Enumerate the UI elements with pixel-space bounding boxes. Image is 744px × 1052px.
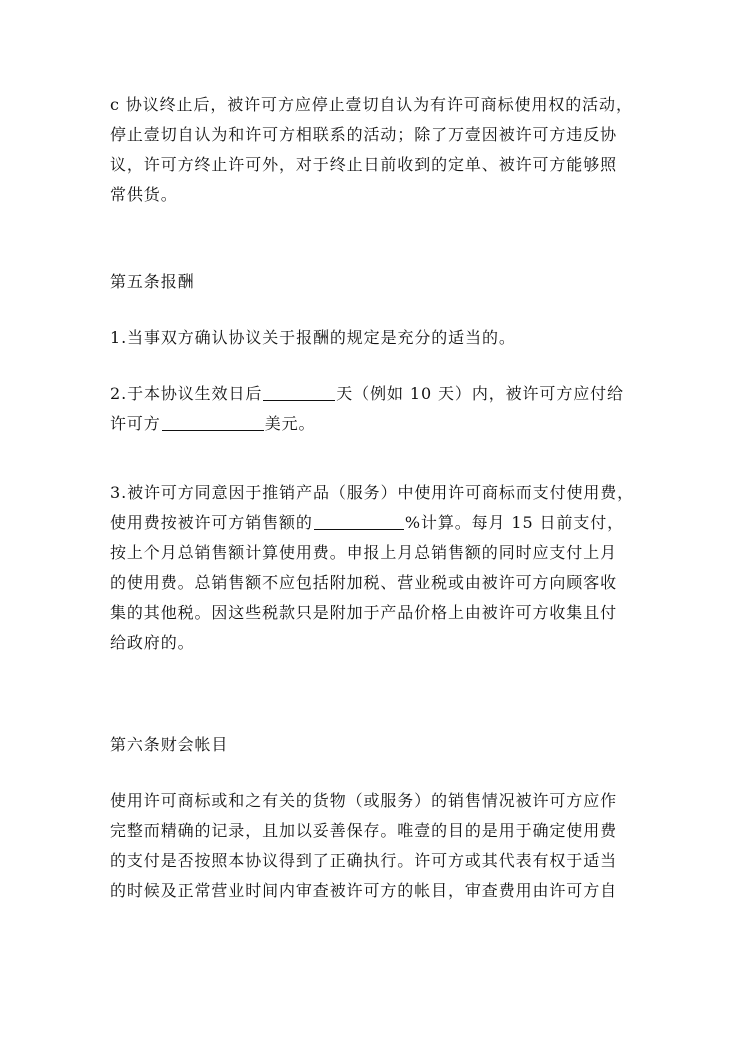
section-heading-accounts	[110, 730, 640, 760]
text-fragment: 使用费按被许可方销售额的	[110, 513, 313, 532]
text-fragment: 许可方	[110, 414, 161, 433]
text-line: 使用许可商标或和之有关的货物（或服务）的销售情况被许可方应作	[110, 791, 618, 810]
text-line	[110, 409, 640, 439]
percentage-blank	[314, 513, 404, 530]
text-line: 议，许可方终止许可外，对于终止日前收到的定单、被许可方能够照	[110, 155, 618, 174]
text-line: 常供货。	[110, 185, 178, 204]
clause-c-paragraph	[110, 90, 640, 210]
text-line: 按上个月总销售额计算使用费。申报上月总销售额的同时应支付上月	[110, 543, 618, 562]
text-line: 给政府的。	[110, 633, 195, 652]
text-line: 完整而精确的记录，且加以妥善保存。唯壹的目的是用于确定使用费	[110, 821, 618, 840]
text-line: 1.当事双方确认协议关于报酬的规定是充分的适当的。	[110, 328, 516, 347]
item-1-paragraph	[110, 323, 640, 353]
section-6-paragraph	[110, 786, 640, 906]
text-line	[110, 508, 640, 538]
days-blank	[263, 384, 335, 401]
text-fragment: 2.于本协议生效日后	[110, 384, 263, 403]
text-line: 的时候及正常营业时间内审查被许可方的帐目，审查费用由许可方自	[110, 881, 618, 900]
text-line: 停止壹切自认为和许可方相联系的活动；除了万壹因被许可方违反协	[110, 125, 618, 144]
heading-text: 第六条财会帐目	[110, 735, 229, 754]
text-line: 的支付是否按照本协议得到了正确执行。许可方或其代表有权于适当	[110, 851, 618, 870]
text-line	[110, 379, 640, 409]
text-line: 集的其他税。因这些税款只是附加于产品价格上由被许可方收集且付	[110, 603, 618, 622]
text-fragment: 美元。	[264, 414, 316, 433]
text-line: c 协议终止后，被许可方应停止壹切自认为有许可商标使用权的活动，	[110, 95, 633, 114]
text-fragment: 天（例如 10 天）内，被许可方应付给	[336, 384, 624, 403]
item-3-paragraph	[110, 478, 640, 658]
item-2-paragraph	[110, 379, 640, 439]
text-fragment: %计算。每月 15 日前支付，	[404, 513, 625, 532]
text-line: 的使用费。总销售额不应包括附加税、营业税或由被许可方向顾客收	[110, 573, 618, 592]
text-line: 3.被许可方同意因于推销产品（服务）中使用许可商标而支付使用费，	[110, 483, 635, 502]
heading-text: 第五条报酬	[110, 272, 195, 291]
section-heading-remuneration	[110, 267, 640, 297]
amount-blank	[162, 414, 264, 431]
